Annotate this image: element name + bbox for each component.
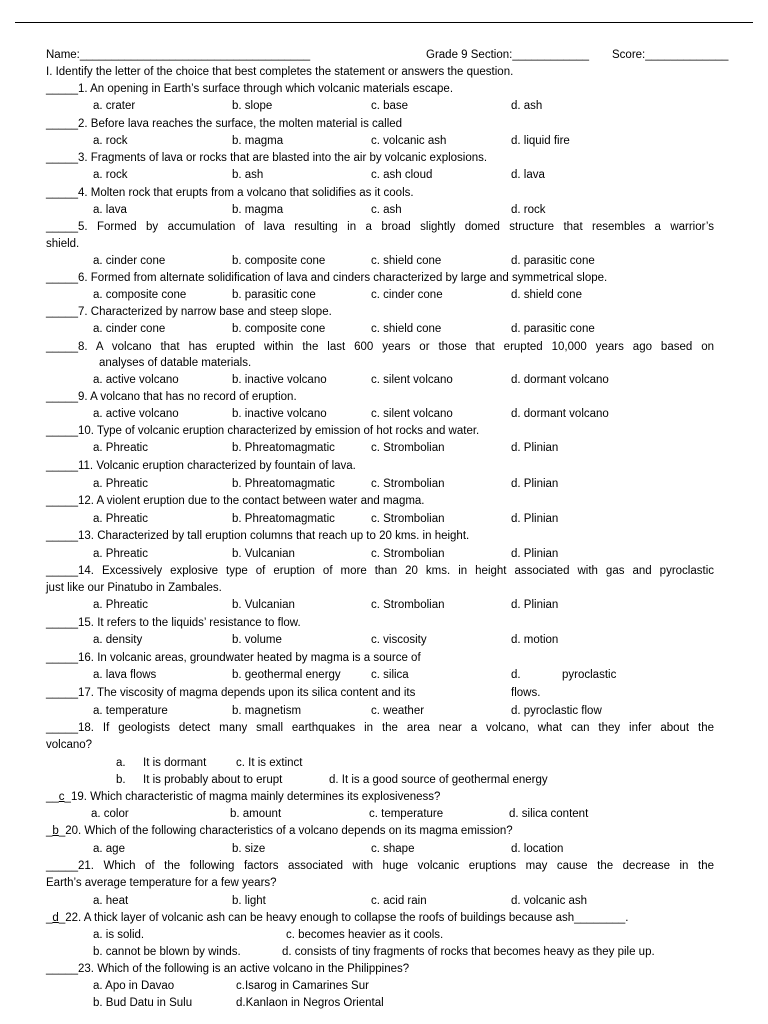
choice: a. Phreatic <box>93 548 148 560</box>
question-text: Before lava reaches the surface, the molten material is called <box>90 118 403 130</box>
choice: d. dormant volcano <box>511 408 609 420</box>
choice: a. lava flows <box>93 669 157 681</box>
choice: c. volcanic ash <box>371 135 447 147</box>
answer-blank: _____ <box>46 722 78 734</box>
question-text: Volcanic eruption characterized by fountain of lava. <box>96 460 356 472</box>
answer-blank: _____ <box>46 306 78 318</box>
question-text: Formed by accumulation of lava resulting in a broad slightly domed structure that resembles a warrior’s <box>97 221 714 233</box>
question-number: 11. <box>77 460 94 472</box>
question-number: 19. <box>70 791 87 803</box>
choice: d. dormant volcano <box>511 374 609 386</box>
choice: a. lava <box>93 204 127 216</box>
choice: b. composite cone <box>232 323 326 335</box>
written-answer: d <box>52 912 59 924</box>
choice: c. ash cloud <box>371 169 433 181</box>
choice: b. Phreatomagmatic <box>232 513 335 525</box>
question-text: An opening in Earth’s surface through which volcanic materials escape. <box>90 83 454 95</box>
answer-blank: _____ <box>46 617 78 629</box>
question-7 <box>46 304 332 321</box>
question-number: 2. <box>77 118 88 130</box>
choice: b. composite cone <box>232 255 326 267</box>
question-text-overflow: flows. <box>511 687 541 699</box>
question-text-continued: Earth’s average temperature for a few years? <box>46 877 277 889</box>
answer-blank: _____ <box>46 530 78 542</box>
choice: c.Isarog in Camarines Sur <box>236 980 369 992</box>
question-17 <box>46 685 415 702</box>
choice: b. light <box>232 895 266 907</box>
answer-blank: _____ <box>46 495 78 507</box>
question-text: The viscosity of magma depends upon its silica content and its <box>96 687 416 699</box>
choice: d. volcanic ash <box>511 895 588 907</box>
choice: b. Vulcanian <box>232 548 295 560</box>
choice: d. motion <box>511 634 559 646</box>
score-label: Score: <box>612 49 646 61</box>
choice: c. Strombolian <box>371 548 445 560</box>
question-text: If geologists detect many small earthquakes in the area near a volcano, what can they infer about the <box>102 722 714 734</box>
choice: a. color <box>91 808 129 820</box>
choice: c. shape <box>371 843 415 855</box>
choice: c. silica <box>371 669 409 681</box>
question-5 <box>46 219 714 236</box>
choice: d. Plinian <box>511 513 559 525</box>
answer-blank: __ <box>46 791 59 803</box>
choice: d. lava <box>511 169 545 181</box>
question-16 <box>46 650 421 667</box>
choice: a. is solid. <box>93 929 145 941</box>
question-number: 14. <box>77 565 94 577</box>
choice: a. rock <box>93 169 128 181</box>
answer-blank: _____ <box>46 272 78 284</box>
question-text: A thick layer of volcanic ash can be heavy enough to collapse the roofs of buildings because ash________. <box>83 912 629 924</box>
question-text-continued: just like our Pinatubo in Zambales. <box>46 582 222 594</box>
choice: c. shield cone <box>371 255 442 267</box>
choice: It is dormant <box>143 757 207 769</box>
choice: c. ash <box>371 204 402 216</box>
question-3 <box>46 150 487 167</box>
choice: d. Plinian <box>511 548 559 560</box>
choice: c. Strombolian <box>371 442 445 454</box>
answer-blank: _ <box>46 912 53 924</box>
choice: c. cinder cone <box>371 289 443 301</box>
choice: It is probably about to erupt <box>143 774 283 786</box>
choice: b. inactive volcano <box>232 374 327 386</box>
choice: d. ash <box>511 100 543 112</box>
question-text: Excessively explosive type of eruption of more than 20 kms. in height associated with gas and pyroclastic <box>102 565 714 577</box>
answer-blank: _____ <box>46 652 78 664</box>
choice: a. density <box>93 634 143 646</box>
question-9 <box>46 389 297 406</box>
question-15 <box>46 615 301 632</box>
top-rule <box>15 22 753 23</box>
question-text: Type of volcanic eruption characterized by emission of hot rocks and water. <box>96 425 480 437</box>
answer-blank: _____ <box>46 118 78 130</box>
answer-blank: _____ <box>46 391 78 403</box>
choice: c. Strombolian <box>371 599 445 611</box>
answer-blank: _____ <box>46 687 78 699</box>
answer-blank: _____ <box>46 341 78 353</box>
name-blank: ____________________________________ <box>79 49 311 61</box>
question-number: 4. <box>77 187 88 199</box>
choice: c. viscosity <box>371 634 427 646</box>
choice: a. composite cone <box>93 289 187 301</box>
choice: b. slope <box>232 100 273 112</box>
section-blank: ____________ <box>512 49 590 61</box>
instructions: I. Identify the letter of the choice that best completes the statement or answers the question. <box>46 66 514 78</box>
choice: b. size <box>232 843 266 855</box>
question-text: A volcano that has no record of eruption. <box>90 391 297 403</box>
choice: b. Phreatomagmatic <box>232 442 335 454</box>
choice: c. silent volcano <box>371 408 453 420</box>
grade-section-label: Grade 9 Section: <box>426 49 513 61</box>
question-text: Which of the following is an active volcano in the Philippines? <box>97 963 410 975</box>
answer-blank: _ <box>58 912 66 924</box>
question-text: Which of the following characteristics of a volcano depends on its magma emission? <box>84 825 513 837</box>
question-2 <box>46 116 402 133</box>
question-19 <box>46 789 440 806</box>
question-text-continued: volcano? <box>46 739 93 751</box>
choice: c. Strombolian <box>371 513 445 525</box>
choice: c. weather <box>371 705 425 717</box>
question-number: 22. <box>65 912 82 924</box>
question-number: 15. <box>77 617 94 629</box>
choice: d. Plinian <box>511 599 559 611</box>
question-text-continued: shield. <box>46 238 80 250</box>
choice: b. inactive volcano <box>232 408 327 420</box>
question-number: 1. <box>77 83 88 95</box>
question-text: A violent eruption due to the contact between water and magma. <box>96 495 425 507</box>
choice: c. Strombolian <box>371 478 445 490</box>
choice: d. Plinian <box>511 442 559 454</box>
choice: a. cinder cone <box>93 255 166 267</box>
question-number: 8. <box>77 341 88 353</box>
choice: d. liquid fire <box>511 135 570 147</box>
answer-blank: _____ <box>46 860 78 872</box>
score-blank: _____________ <box>645 49 729 61</box>
question-text: Characterized by tall eruption columns that reach up to 20 kms. in height. <box>97 530 470 542</box>
choice: b. ash <box>232 169 264 181</box>
choice: a. active volcano <box>93 408 179 420</box>
choice: a. Phreatic <box>93 599 148 611</box>
answer-blank: _ <box>58 825 66 837</box>
question-number: 18. <box>77 722 94 734</box>
choice: a. Apo in Davao <box>93 980 175 992</box>
choice: b. Bud Datu in Sulu <box>93 997 193 1009</box>
question-text: A volcano that has erupted within the last 600 years or those that erupted 10,000 years ago based on <box>95 341 714 353</box>
choice: c. silent volcano <box>371 374 453 386</box>
question-6 <box>46 270 607 287</box>
choice: b. cannot be blown by winds. <box>93 946 241 958</box>
written-answer: b <box>52 825 59 837</box>
choice: d. parasitic cone <box>511 323 595 335</box>
question-text: Characterized by narrow base and steep slope. <box>90 306 332 318</box>
answer-blank: _____ <box>46 152 78 164</box>
question-8 <box>46 339 714 356</box>
question-number: 12. <box>77 495 94 507</box>
choice: b. magma <box>232 135 284 147</box>
choice: c. It is extinct <box>236 757 303 769</box>
written-answer: c <box>58 791 65 803</box>
question-number: 7. <box>77 306 88 318</box>
choice-letter: a. <box>116 757 126 769</box>
choice: d. pyroclastic flow <box>511 705 602 717</box>
choice: a. heat <box>93 895 129 907</box>
question-20 <box>46 823 513 840</box>
answer-blank: _____ <box>46 221 78 233</box>
choice: c. base <box>371 100 409 112</box>
question-number: 9. <box>77 391 88 403</box>
question-number: 6. <box>77 272 88 284</box>
choice: b. magnetism <box>232 705 302 717</box>
choice: b. geothermal energy <box>232 669 341 681</box>
section-field <box>426 47 589 64</box>
score-field <box>612 47 728 64</box>
question-1 <box>46 81 453 98</box>
question-text: It refers to the liquids’ resistance to flow. <box>97 617 301 629</box>
choice: b. magma <box>232 204 284 216</box>
question-23 <box>46 961 409 978</box>
choice: b. amount <box>230 808 282 820</box>
answer-blank: _____ <box>46 460 78 472</box>
name-label: Name: <box>46 49 80 61</box>
question-12 <box>46 493 425 510</box>
question-number: 5. <box>77 221 88 233</box>
choice: c. shield cone <box>371 323 442 335</box>
choice: c. temperature <box>369 808 444 820</box>
choice: d. shield cone <box>511 289 582 301</box>
choice: d.Kanlaon in Negros Oriental <box>236 997 384 1009</box>
question-13 <box>46 528 469 545</box>
question-text: Formed from alternate solidification of lava and cinders characterized by large and symmetrical slope. <box>90 272 608 284</box>
choice: d. location <box>511 843 564 855</box>
answer-blank: _____ <box>46 83 78 95</box>
choice: b. Vulcanian <box>232 599 295 611</box>
question-18 <box>46 720 714 737</box>
question-22 <box>46 910 628 927</box>
answer-blank: _ <box>64 791 71 803</box>
choice: b. volume <box>232 634 282 646</box>
question-text: Fragments of lava or rocks that are blasted into the air by volcanic explosions. <box>90 152 488 164</box>
answer-blank: _ <box>46 825 53 837</box>
question-14 <box>46 563 714 580</box>
choice: a. cinder cone <box>93 323 166 335</box>
choice: d. silica content <box>509 808 589 820</box>
choice: d. <box>511 669 521 681</box>
question-number: 21. <box>77 860 94 872</box>
question-text: In volcanic areas, groundwater heated by magma is a source of <box>97 652 421 664</box>
choice: d. parasitic cone <box>511 255 595 267</box>
choice: b. parasitic cone <box>232 289 316 301</box>
choice: d. rock <box>511 204 546 216</box>
name-field <box>46 47 310 64</box>
answer-blank: _____ <box>46 425 78 437</box>
choice: d. It is a good source of geothermal energy <box>329 774 548 786</box>
choice: c. becomes heavier as it cools. <box>286 929 444 941</box>
question-number: 13. <box>77 530 94 542</box>
choice: a. Phreatic <box>93 478 148 490</box>
choice-continued: pyroclastic <box>562 669 617 681</box>
answer-blank: _____ <box>46 565 78 577</box>
choice: a. Phreatic <box>93 442 148 454</box>
question-number: 10. <box>77 425 94 437</box>
choice: b. Phreatomagmatic <box>232 478 335 490</box>
choice: a. active volcano <box>93 374 179 386</box>
question-4 <box>46 185 414 202</box>
question-11 <box>46 458 356 475</box>
answer-blank: _____ <box>46 963 78 975</box>
question-text-continued: analyses of datable materials. <box>99 357 252 369</box>
question-text: Which characteristic of magma mainly determines its explosiveness? <box>90 791 441 803</box>
question-number: 17. <box>77 687 94 699</box>
question-number: 20. <box>65 825 82 837</box>
question-21 <box>46 858 714 875</box>
question-number: 23. <box>77 963 94 975</box>
choice: a. rock <box>93 135 128 147</box>
question-text: Which of the following factors associated with huge volcanic eruptions may cause the decrease in the <box>103 860 714 872</box>
choice: a. crater <box>93 100 136 112</box>
answer-blank: _____ <box>46 187 78 199</box>
choice: a. Phreatic <box>93 513 148 525</box>
question-text: Molten rock that erupts from a volcano that solidifies as it cools. <box>90 187 414 199</box>
choice-letter: b. <box>116 774 126 786</box>
question-number: 16. <box>77 652 94 664</box>
choice: a. temperature <box>93 705 168 717</box>
choice: d. consists of tiny fragments of rocks that becomes heavy as they pile up. <box>282 946 655 958</box>
choice: c. acid rain <box>371 895 427 907</box>
choice: d. Plinian <box>511 478 559 490</box>
choice: a. age <box>93 843 125 855</box>
question-number: 3. <box>77 152 88 164</box>
question-10 <box>46 423 479 440</box>
